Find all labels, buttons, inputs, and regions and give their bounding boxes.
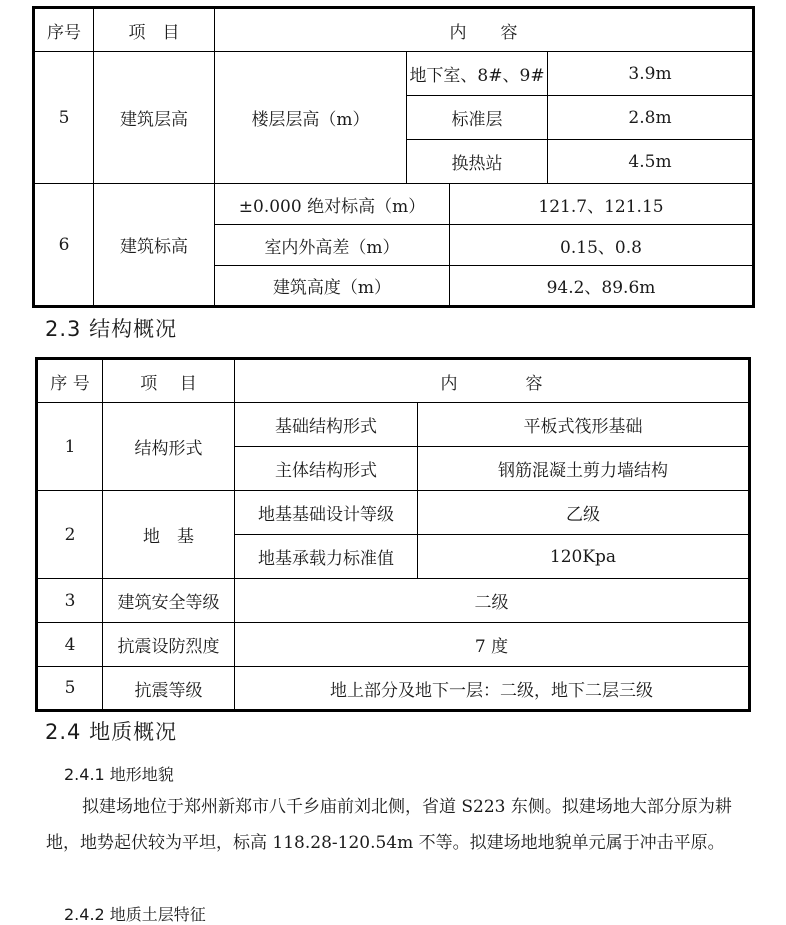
row5-value: 地上部分及地下一层：二级，地下二层三级 [235, 667, 750, 711]
foundation-value: 120Kpa [418, 535, 750, 579]
floor-height-value: 2.8m [548, 96, 754, 140]
floor-height-label: 地下室、8#、9# [407, 52, 548, 96]
row5-no: 5 [37, 667, 103, 711]
floor-height-value: 3.9m [548, 52, 754, 96]
subsection-heading-terrain: 2.4.1 地形地貌 [64, 765, 174, 784]
row5-item: 抗震等级 [103, 667, 235, 711]
floor-height-label: 标准层 [407, 96, 548, 140]
row5-item: 建筑层高 [94, 52, 215, 184]
header-item: 项 目 [94, 8, 215, 52]
floor-height-label: 换热站 [407, 140, 548, 184]
row5-no: 5 [34, 52, 94, 184]
row3-no: 3 [37, 579, 103, 623]
row1-no: 1 [37, 403, 103, 491]
row4-no: 4 [37, 623, 103, 667]
foundation-value: 乙级 [418, 491, 750, 535]
elevation-value: 94.2、89.6m [450, 266, 754, 307]
row6-no: 6 [34, 184, 94, 307]
row2-item: 地 基 [103, 491, 235, 579]
elevation-value: 0.15、0.8 [450, 225, 754, 266]
row2-no: 2 [37, 491, 103, 579]
row4-item: 抗震设防烈度 [103, 623, 235, 667]
row3-item: 建筑安全等级 [103, 579, 235, 623]
row5-group: 楼层层高（m） [215, 52, 407, 184]
structure-label: 基础结构形式 [235, 403, 418, 447]
header-item: 项 目 [103, 359, 235, 403]
foundation-label: 地基承载力标准值 [235, 535, 418, 579]
elevation-label: 建筑高度（m） [215, 266, 450, 307]
elevation-label: ±0.000 绝对标高（m） [215, 184, 450, 225]
header-no: 序 号 [37, 359, 103, 403]
row6-item: 建筑标高 [94, 184, 215, 307]
structure-label: 主体结构形式 [235, 447, 418, 491]
structure-table [35, 357, 751, 712]
row1-item: 结构形式 [103, 403, 235, 491]
elevation-value: 121.7、121.15 [450, 184, 754, 225]
subsection-heading-soil: 2.4.2 地质土层特征 [64, 905, 206, 924]
elevation-label: 室内外高差（m） [215, 225, 450, 266]
building-height-table [32, 6, 755, 308]
section-heading-structure: 2.3 结构概况 [45, 317, 178, 341]
foundation-label: 地基基础设计等级 [235, 491, 418, 535]
terrain-paragraph: 拟建场地位于郑州新郑市八千乡庙前刘北侧，省道 S223 东侧。拟建场地大部分原为耕地，地势起伏较为平坦，标高 118.28-120.54m 不等。拟建场地地貌单元属于冲击平原。 [46, 797, 732, 853]
section-heading-geology: 2.4 地质概况 [45, 720, 178, 744]
header-no: 序号 [34, 8, 94, 52]
header-content: 内 容 [215, 8, 754, 52]
structure-value: 平板式筏形基础 [418, 403, 750, 447]
row4-value: 7 度 [235, 623, 750, 667]
row3-value: 二级 [235, 579, 750, 623]
floor-height-value: 4.5m [548, 140, 754, 184]
header-content: 内 容 [235, 359, 750, 403]
structure-value: 钢筋混凝土剪力墙结构 [418, 447, 750, 491]
